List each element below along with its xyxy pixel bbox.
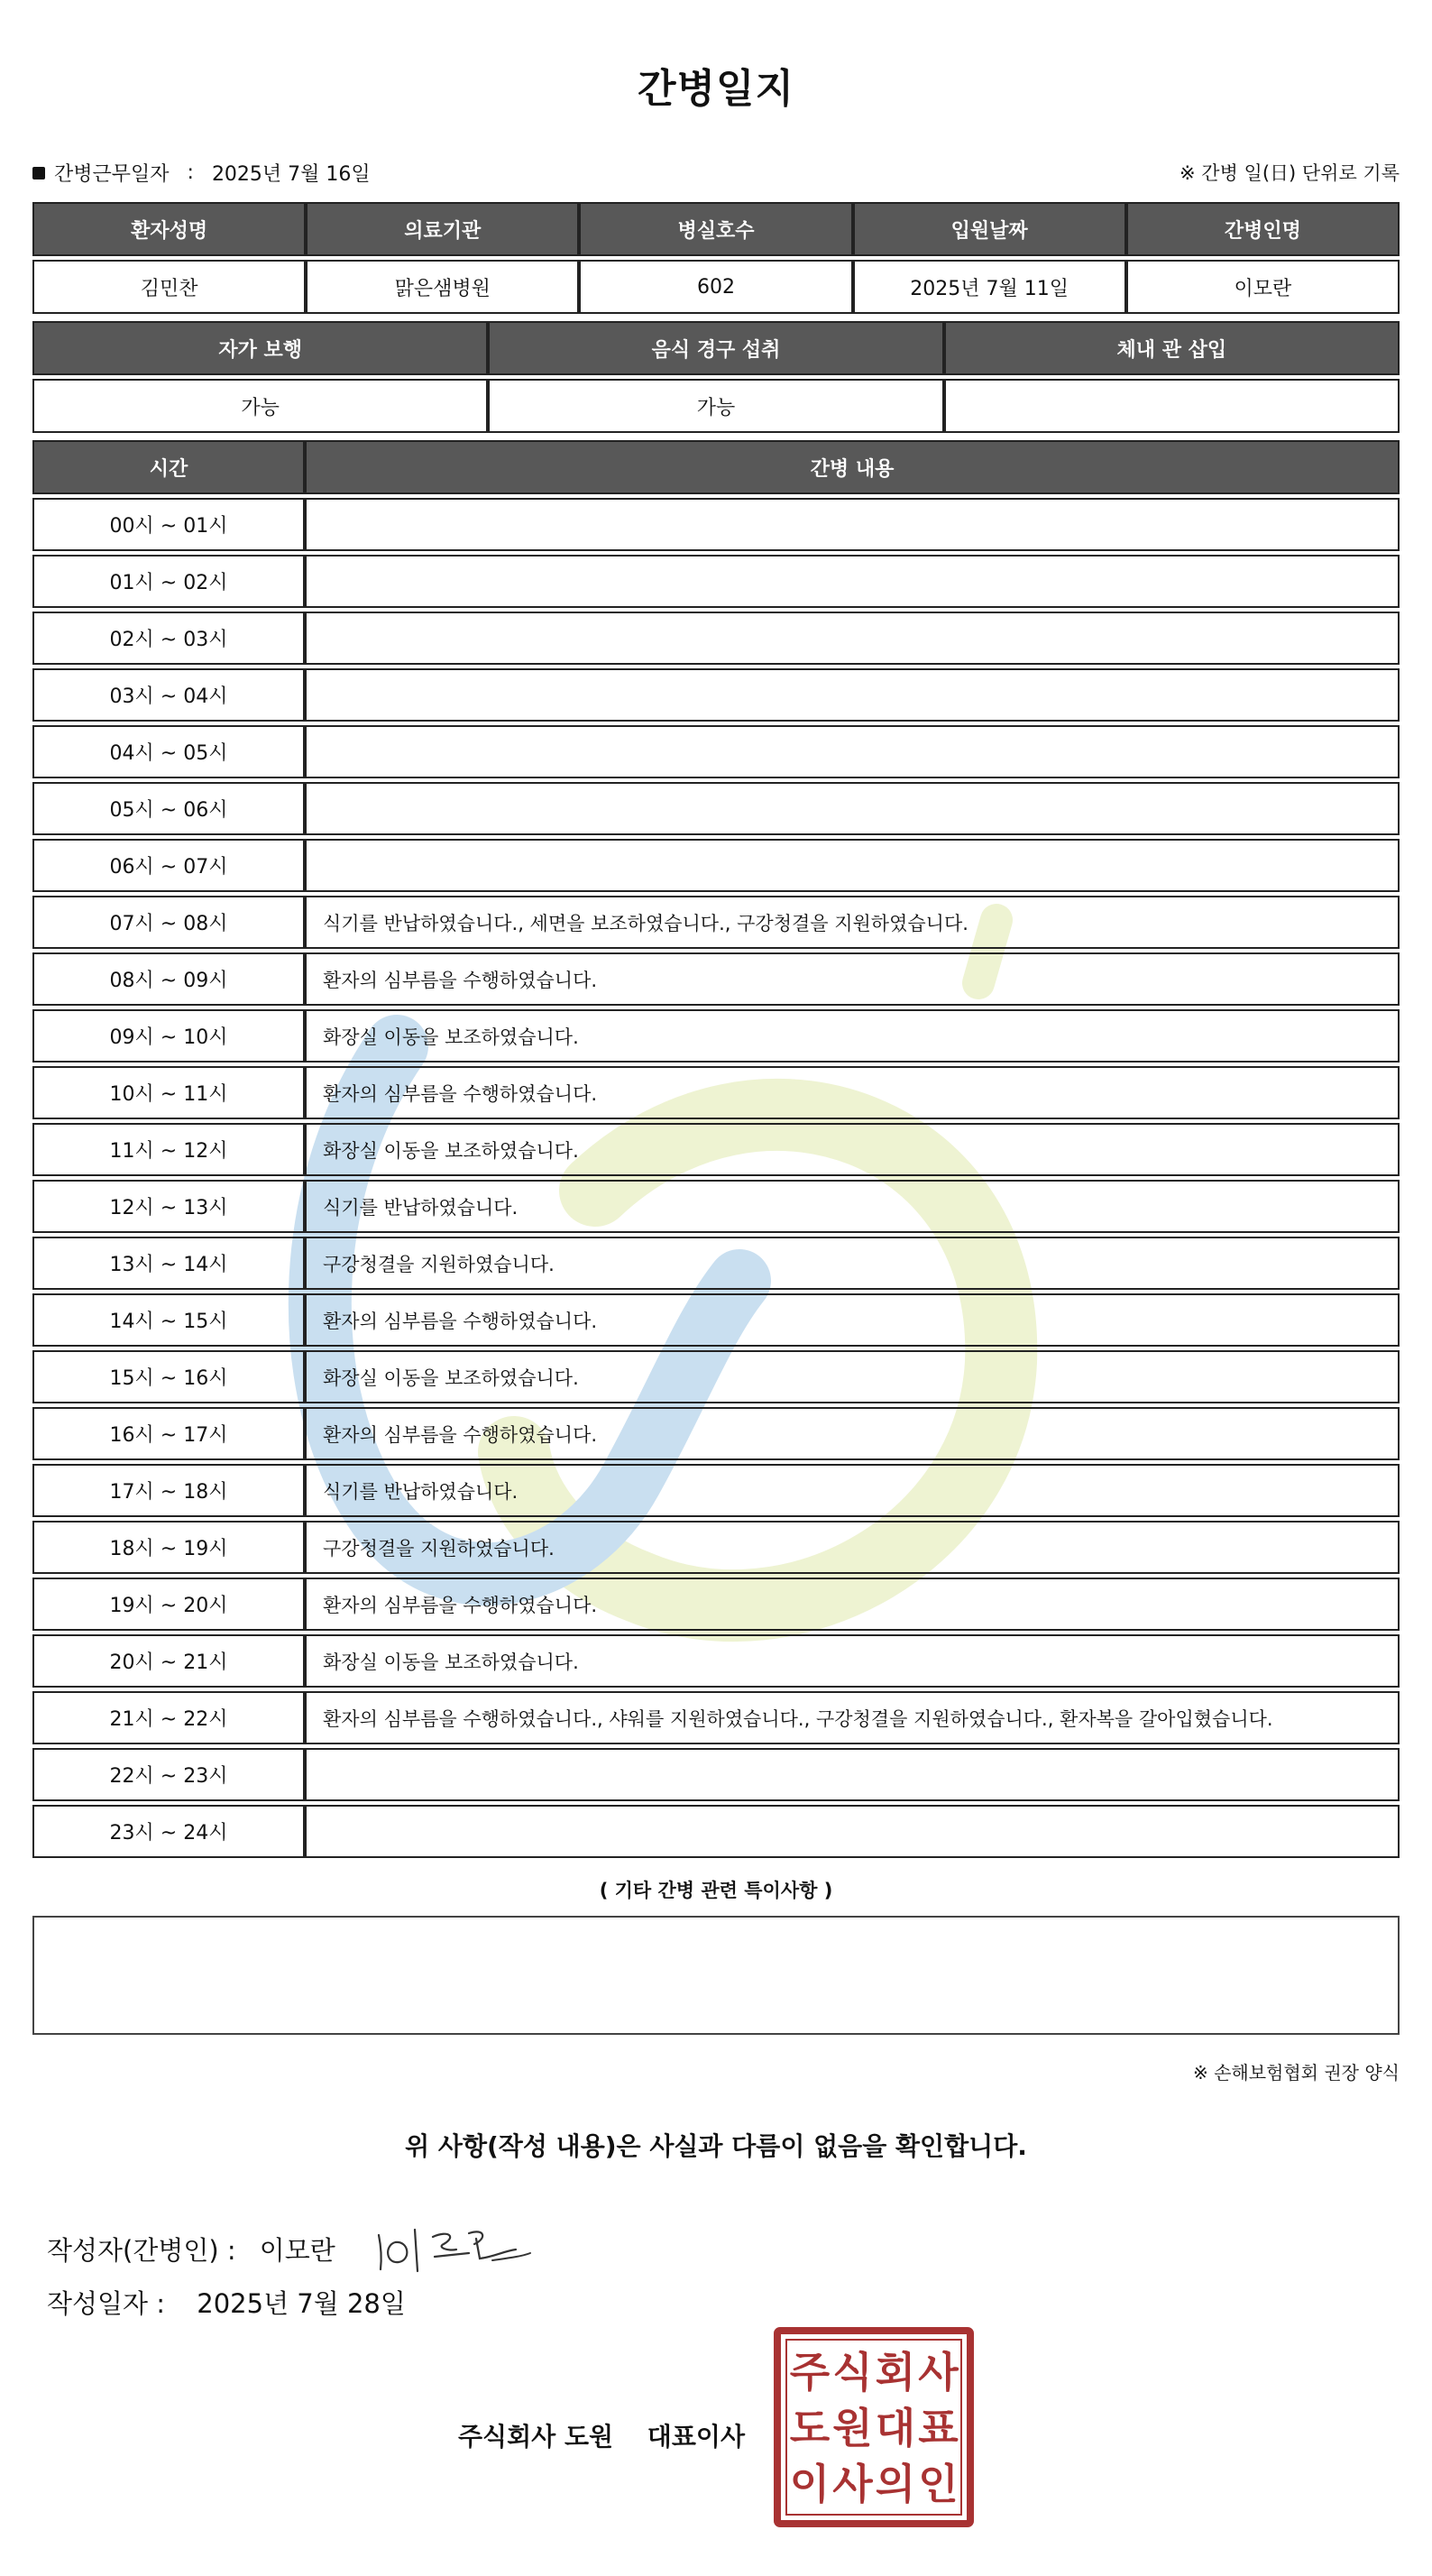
- care-content: 환자의 심부름을 수행하였습니다.: [305, 1293, 1400, 1347]
- room-number: 602: [579, 260, 852, 314]
- seal-character: 의: [875, 2460, 916, 2508]
- seal-character: 주: [789, 2348, 831, 2397]
- table-row: [32, 1066, 1400, 1119]
- writer-name: 이모란: [259, 2234, 335, 2266]
- time-slot: 11시 ~ 12시: [32, 1123, 305, 1176]
- care-content: 구강청결을 지원하였습니다.: [305, 1521, 1400, 1574]
- time-slot: 05시 ~ 06시: [32, 782, 305, 835]
- patient-name: 김민찬: [32, 260, 306, 314]
- company-name: 주식회사 도원: [458, 2422, 614, 2452]
- table-row: [32, 1407, 1400, 1460]
- notes-title: ( 기타 간병 관련 특이사항 ): [599, 1880, 833, 1901]
- oral-intake-value: 가능: [488, 379, 943, 433]
- care-content: 환자의 심부름을 수행하였습니다.: [305, 1066, 1400, 1119]
- table-row: [32, 498, 1400, 551]
- care-content: [305, 782, 1400, 835]
- written-date-label: 작성일자 :: [47, 2288, 166, 2319]
- seal-character: 회: [875, 2348, 916, 2397]
- time-slot: 20시 ~ 21시: [32, 1634, 305, 1688]
- time-slot: 18시 ~ 19시: [32, 1521, 305, 1574]
- seal-character: 인: [918, 2460, 959, 2508]
- care-content: [305, 498, 1400, 551]
- time-slot: 01시 ~ 02시: [32, 555, 305, 608]
- time-slot: 08시 ~ 09시: [32, 952, 305, 1006]
- table-row: [32, 952, 1400, 1006]
- header-room: 병실호수: [579, 202, 852, 256]
- writer-line: [47, 2217, 539, 2280]
- table-row: [32, 1748, 1400, 1801]
- table-row: [32, 1634, 1400, 1688]
- time-slot: 07시 ~ 08시: [32, 896, 305, 949]
- seal-character: 사: [832, 2460, 873, 2508]
- header-time: 시간: [32, 440, 305, 494]
- table-row: [32, 1009, 1400, 1063]
- care-log-table: [32, 437, 1400, 1862]
- time-slot: 21시 ~ 22시: [32, 1691, 305, 1744]
- document-title: 간병일지: [637, 66, 794, 112]
- seal-character: 도: [789, 2404, 831, 2452]
- care-content: 환자의 심부름을 수행하였습니다.: [305, 1578, 1400, 1631]
- care-content: 환자의 심부름을 수행하였습니다.: [305, 1407, 1400, 1460]
- company-line: [458, 2417, 745, 2453]
- table-row: [32, 839, 1400, 892]
- care-content: [305, 612, 1400, 665]
- table-row: [32, 1123, 1400, 1176]
- care-content: [305, 555, 1400, 608]
- time-slot: 02시 ~ 03시: [32, 612, 305, 665]
- care-content: [305, 725, 1400, 778]
- table-row: [32, 1237, 1400, 1290]
- work-date-separator: :: [187, 161, 194, 184]
- care-content: 환자의 심부름을 수행하였습니다.: [305, 952, 1400, 1006]
- table-row: [32, 1293, 1400, 1347]
- header-self-walking: 자가 보행: [32, 321, 488, 375]
- table-row: [32, 1464, 1400, 1517]
- patient-value-row: [32, 260, 1400, 314]
- company-seal-stamp: [774, 2327, 974, 2527]
- header-caregiver: 간병인명: [1126, 202, 1400, 256]
- time-slot: 06시 ~ 07시: [32, 839, 305, 892]
- time-slot: 22시 ~ 23시: [32, 1748, 305, 1801]
- header-hospital: 의료기관: [306, 202, 579, 256]
- admission-date: 2025년 7월 11일: [853, 260, 1126, 314]
- meta-row: [32, 159, 1400, 189]
- table-row: [32, 668, 1400, 722]
- header-tube-insertion: 체내 관 삽입: [944, 321, 1400, 375]
- work-date-value: 2025년 7월 16일: [211, 163, 371, 186]
- table-row: [32, 725, 1400, 778]
- care-content: [305, 1805, 1400, 1858]
- status-header-row: [32, 321, 1400, 375]
- patient-info-table: [32, 198, 1400, 317]
- care-content: [305, 668, 1400, 722]
- company-representative-title: 대표이사: [647, 2422, 745, 2452]
- status-value-row: [32, 379, 1400, 433]
- table-row: [32, 1578, 1400, 1631]
- time-slot: 13시 ~ 14시: [32, 1237, 305, 1290]
- written-date-line: [47, 2284, 406, 2321]
- time-slot: 03시 ~ 04시: [32, 668, 305, 722]
- time-slot: 19시 ~ 20시: [32, 1578, 305, 1631]
- notes-box: [32, 1916, 1400, 2035]
- table-row: [32, 1805, 1400, 1858]
- time-slot: 04시 ~ 05시: [32, 725, 305, 778]
- bullet-square-icon: [32, 167, 45, 179]
- time-slot: 15시 ~ 16시: [32, 1350, 305, 1403]
- care-content: 화장실 이동을 보조하였습니다.: [305, 1634, 1400, 1688]
- form-note: ※ 손해보험협회 권장 양식: [1192, 2062, 1400, 2084]
- writer-label: 작성자(간병인) :: [47, 2234, 236, 2266]
- table-row: [32, 612, 1400, 665]
- confirmation-statement: 위 사항(작성 내용)은 사실과 다름이 없음을 확인합니다.: [405, 2131, 1027, 2161]
- time-slot: 00시 ~ 01시: [32, 498, 305, 551]
- patient-header-row: [32, 202, 1400, 256]
- care-content: 환자의 심부름을 수행하였습니다., 샤워를 지원하였습니다., 구강청결을 지원하였습니다., 환자복을 갈아입혔습니다.: [305, 1691, 1400, 1744]
- table-row: [32, 896, 1400, 949]
- time-slot: 10시 ~ 11시: [32, 1066, 305, 1119]
- self-walking-value: 가능: [32, 379, 488, 433]
- patient-status-table: [32, 317, 1400, 437]
- seal-character: 식: [832, 2348, 873, 2397]
- table-row: [32, 1521, 1400, 1574]
- work-date-label: 간병근무일자: [54, 163, 170, 186]
- table-row: [32, 782, 1400, 835]
- care-content: 식기를 반납하였습니다.: [305, 1180, 1400, 1233]
- table-row: [32, 1691, 1400, 1744]
- table-row: [32, 1180, 1400, 1233]
- header-oral-intake: 음식 경구 섭취: [488, 321, 943, 375]
- log-header-row: [32, 440, 1400, 494]
- time-slot: 16시 ~ 17시: [32, 1407, 305, 1460]
- care-content: 화장실 이동을 보조하였습니다.: [305, 1009, 1400, 1063]
- caregiver-name: 이모란: [1126, 260, 1400, 314]
- seal-character: 이: [789, 2460, 831, 2508]
- care-content: 화장실 이동을 보조하였습니다.: [305, 1123, 1400, 1176]
- work-date: [32, 159, 371, 187]
- header-admission-date: 입원날짜: [853, 202, 1126, 256]
- time-slot: 23시 ~ 24시: [32, 1805, 305, 1858]
- time-slot: 12시 ~ 13시: [32, 1180, 305, 1233]
- signature-image: [368, 2217, 539, 2280]
- time-slot: 09시 ~ 10시: [32, 1009, 305, 1063]
- care-content: 화장실 이동을 보조하였습니다.: [305, 1350, 1400, 1403]
- time-slot: 17시 ~ 18시: [32, 1464, 305, 1517]
- table-row: [32, 1350, 1400, 1403]
- care-content: [305, 839, 1400, 892]
- care-content: 식기를 반납하였습니다.: [305, 1464, 1400, 1517]
- header-care-content: 간병 내용: [305, 440, 1400, 494]
- seal-character: 대: [875, 2404, 916, 2452]
- unit-note: ※ 간병 일(日) 단위로 기록: [1180, 162, 1400, 184]
- care-content: 식기를 반납하였습니다., 세면을 보조하였습니다., 구강청결을 지원하였습니다.: [305, 896, 1400, 949]
- care-content: 구강청결을 지원하였습니다.: [305, 1237, 1400, 1290]
- seal-character: 사: [918, 2348, 959, 2397]
- time-slot: 14시 ~ 15시: [32, 1293, 305, 1347]
- care-content: [305, 1748, 1400, 1801]
- seal-character: 표: [918, 2404, 959, 2452]
- hospital-name: 맑은샘병원: [306, 260, 579, 314]
- seal-character: 원: [832, 2404, 873, 2452]
- header-patient-name: 환자성명: [32, 202, 306, 256]
- table-row: [32, 555, 1400, 608]
- written-date-value: 2025년 7월 28일: [197, 2288, 406, 2319]
- tube-insertion-value: [944, 379, 1400, 433]
